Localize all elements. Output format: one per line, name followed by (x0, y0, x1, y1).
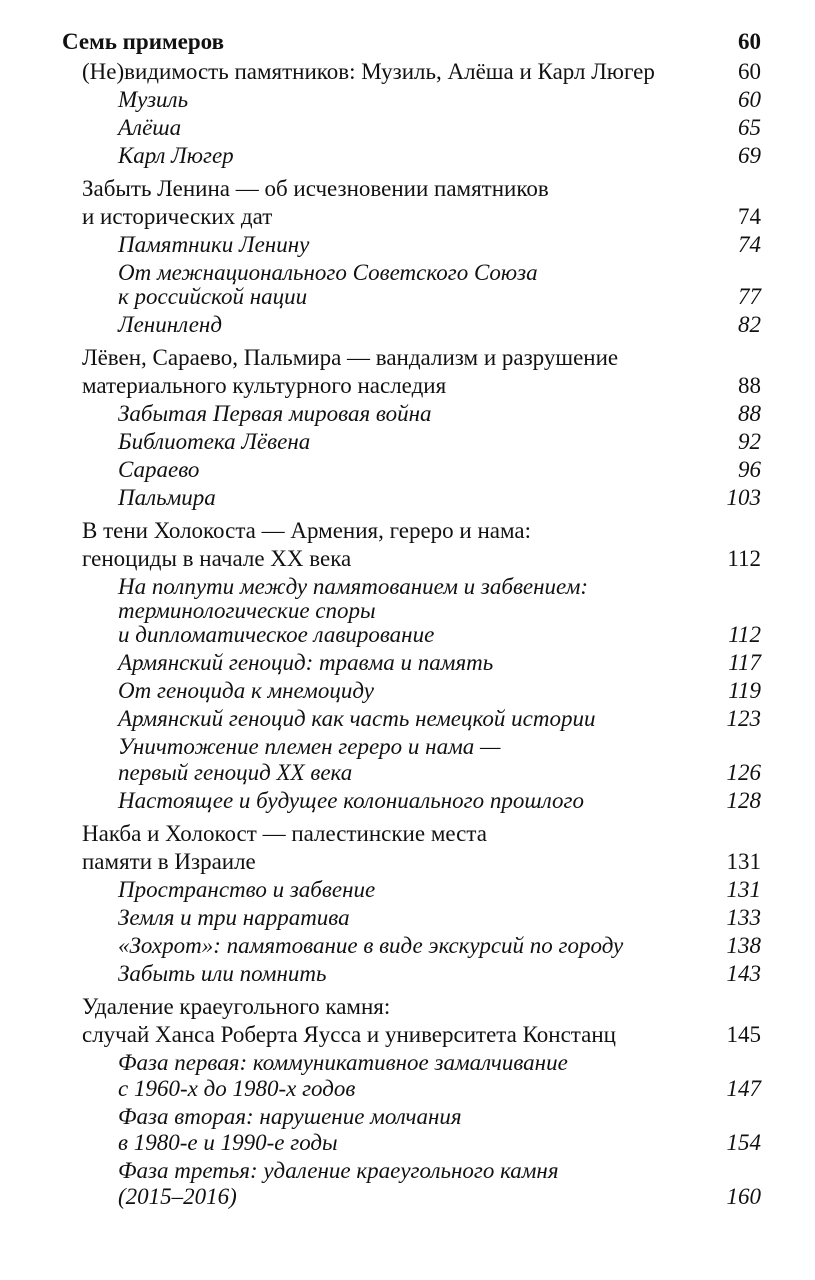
toc-subsection-title: Армянский геноцид: травма и память (118, 650, 494, 675)
toc-page-number: 131 (726, 849, 761, 874)
toc-subsection-title: От геноцида к мнемоциду (118, 678, 374, 703)
toc-page-number: 92 (738, 429, 761, 454)
toc-page-number: 74 (738, 232, 761, 257)
toc-subsection-title-line: к российской нации (118, 284, 308, 309)
toc-page-number: 126 (726, 760, 761, 785)
toc-section-title-line: материального культурного наследия (82, 373, 447, 398)
toc-subsection-title-line: От межнационального Советского Союза (118, 260, 538, 285)
toc-subsection-title: Алёша (118, 115, 182, 140)
toc-page-number: 60 (738, 87, 761, 112)
toc-page-number: 69 (738, 143, 761, 168)
toc-subsection-title: Настоящее и будущее колониального прошлого (118, 788, 585, 813)
toc-page-number: 88 (738, 373, 761, 398)
toc-subsection-title-line: первый геноцид XX века (118, 760, 353, 785)
toc-section-title-line: Лёвен, Сараево, Пальмира — вандализм и разрушение (82, 345, 619, 370)
toc-page-number: 65 (738, 115, 761, 140)
toc-subsection-title: Памятники Ленину (118, 232, 310, 257)
toc-page-number: 112 (728, 622, 761, 647)
toc-page-number: 77 (738, 284, 761, 309)
toc-subsection-title: Ленинленд (118, 312, 222, 337)
toc-section-title-line: геноциды в начале XX века (82, 546, 352, 571)
toc-subsection-title: Библиотека Лёвена (118, 429, 311, 454)
toc-section-title-line: Удаление краеугольного камня: (82, 994, 391, 1019)
toc-heading-page: 60 (738, 29, 761, 54)
toc-page-number: 117 (728, 650, 761, 675)
toc-page-number: 119 (728, 678, 761, 703)
toc-subsection-title-line: Фаза первая: коммуникативное замалчивание (118, 1050, 568, 1075)
toc-section-title-line: памяти в Израиле (82, 849, 256, 874)
toc-page-number: 128 (726, 788, 761, 813)
toc-subsection-title-line: Уничтожение племен гереро и нама — (118, 734, 501, 759)
toc-page-number: 103 (726, 485, 761, 510)
toc-subsection-title-line: На полпути между памятованием и забвением: (118, 574, 589, 599)
toc-page-number: 74 (738, 204, 761, 229)
toc-heading-title: Семь примеров (62, 29, 224, 54)
toc-subsection-title: Армянский геноцид как часть немецкой истории (118, 706, 596, 731)
toc-subsection-title: «Зохрот»: памятование в виде экскурсий по городу (118, 933, 624, 958)
toc-page-number: 143 (726, 961, 761, 986)
toc-page-number: 123 (726, 706, 761, 731)
toc-page-number: 88 (738, 401, 761, 426)
toc-subsection-title: Карл Люгер (118, 143, 234, 168)
toc-subsection-title: Музиль (118, 87, 189, 112)
toc-page-number: 131 (726, 877, 761, 902)
toc-page-number: 133 (726, 905, 761, 930)
toc-section-title-line: случай Ханса Роберта Яусса и университета Констанц (82, 1022, 616, 1047)
toc-subsection-title-line: с 1960-х до 1980-х годов (118, 1076, 356, 1101)
toc-page-number: 60 (738, 59, 761, 84)
toc-page-number: 82 (738, 312, 761, 337)
toc-page-number: 147 (726, 1076, 761, 1101)
toc-section-title-line: В тени Холокоста — Армения, гереро и нама: (82, 518, 531, 543)
toc-subsection-title: Земля и три нарратива (118, 905, 350, 930)
toc-subsection-title: Забыть или помнить (118, 961, 327, 986)
toc-page-number: 112 (727, 546, 761, 571)
toc-page-number: 138 (726, 933, 761, 958)
toc-section-title-line: Забыть Ленина — об исчезновении памятников (82, 176, 549, 201)
toc-subsection-title-line: в 1980-е и 1990-е годы (118, 1130, 338, 1155)
toc-section-title-line: и исторических дат (82, 204, 273, 229)
toc-subsection-title-line: Фаза вторая: нарушение молчания (118, 1104, 462, 1129)
toc-subsection-title-line: (2015–2016) (118, 1184, 237, 1209)
toc-page-number: 145 (726, 1022, 761, 1047)
toc-page-number: 160 (726, 1184, 761, 1209)
toc-subsection-title: Сараево (118, 457, 200, 482)
toc-subsection-title-line: терминологические споры (118, 598, 376, 623)
toc-subsection-title-line: и дипломатическое лавирование (118, 622, 435, 647)
toc-subsection-title: Забытая Первая мировая война (118, 401, 432, 426)
toc-section-title: (Не)видимость памятников: Музиль, Алёша и Карл Люгер (82, 59, 655, 84)
toc-subsection-title: Пальмира (118, 485, 216, 510)
toc-section-title-line: Накба и Холокост — палестинские места (82, 821, 487, 846)
toc-subsection-title: Пространство и забвение (118, 877, 376, 902)
toc-page-number: 154 (726, 1130, 761, 1155)
toc-page-number: 96 (738, 457, 761, 482)
toc-subsection-title-line: Фаза третья: удаление краеугольного камня (118, 1158, 559, 1183)
